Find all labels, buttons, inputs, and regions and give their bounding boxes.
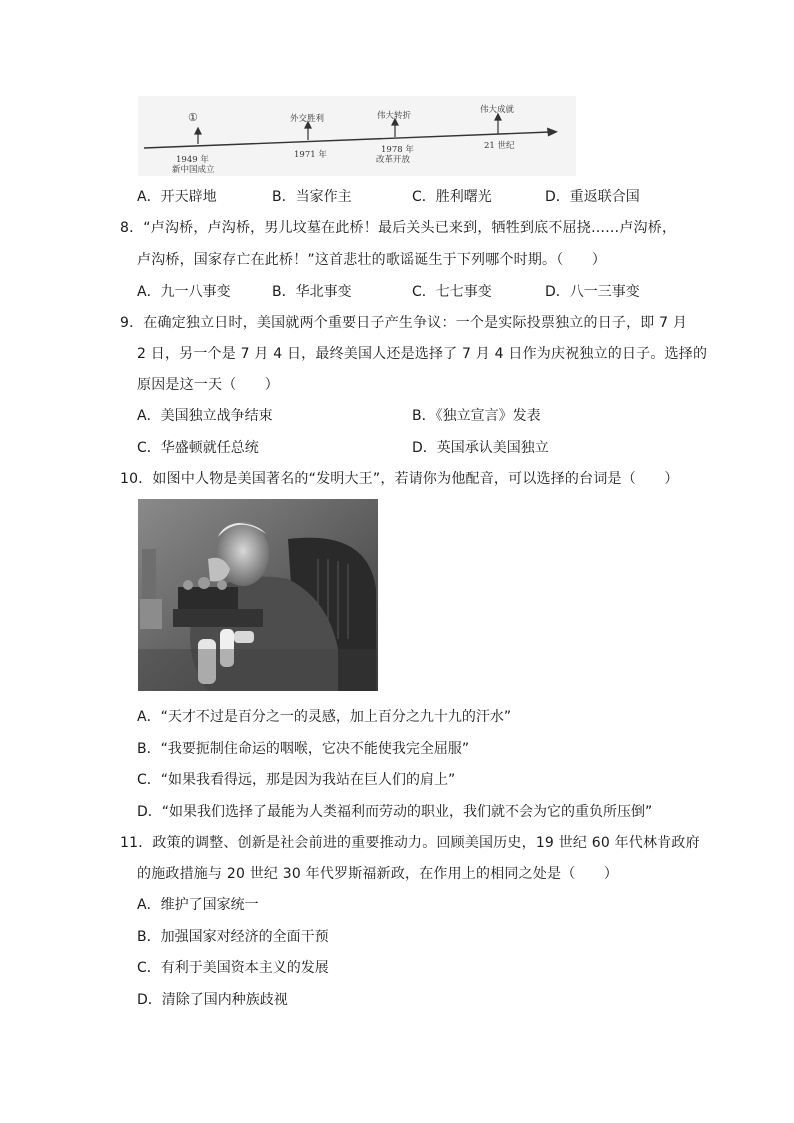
q9-option-b: B．《独立宣言》发表 [412, 408, 541, 424]
q9-option-a: A．美国独立战争结束 [137, 408, 273, 424]
q11-stem-line1: 11．政策的调整、创新是社会前进的重要推动力。回顾美国历史，19 世纪 60 年代林肯政府 [120, 835, 700, 851]
timeline-node4-year: 21 世纪 [484, 141, 515, 151]
timeline-node2-year: 1971 年 [294, 150, 327, 160]
q7-option-c: C．胜利曙光 [412, 189, 492, 205]
q7-option-b: B．当家作主 [272, 189, 352, 205]
timeline-node3-caption: 改革开放 [376, 155, 411, 165]
q8-option-d: D．八一三事变 [545, 284, 640, 300]
q8-stem-line1: 8．“卢沟桥，卢沟桥，男儿坟墓在此桥！最后关头已来到，牺牲到底不屈挠……卢沟桥， [120, 220, 677, 236]
q7-option-d: D．重返联合国 [545, 189, 640, 205]
q11-stem-line2: 的施政措施与 20 世纪 30 年代罗斯福新政，在作用上的相同之处是（ ） [137, 866, 619, 882]
q8-option-c: C．七七事变 [412, 284, 492, 300]
q9-stem-line3: 原因是这一天（ ） [137, 377, 279, 393]
q11-option-b: B．加强国家对经济的全面干预 [137, 929, 329, 945]
q10-stem: 10．如图中人物是美国著名的“发明大王”，若请你为他配音，可以选择的台词是（ ） [120, 471, 679, 487]
q9-option-d: D．英国承认美国独立 [412, 440, 549, 456]
q10-option-d: D．“如果我们选择了最能为人类福利而劳动的职业，我们就不会为它的重负所压倒” [137, 804, 653, 820]
q8-option-b: B．华北事变 [272, 284, 352, 300]
q8-option-a: A．九一八事变 [137, 284, 231, 300]
edison-photo [138, 499, 378, 691]
timeline-node4-label: 伟大成就 [480, 105, 515, 115]
q7-option-a: A．开天辟地 [137, 189, 217, 205]
timeline-node3-label: 伟大转折 [377, 111, 412, 121]
q8-stem-line2: 卢沟桥，国家存亡在此桥！”这首悲壮的歌谣诞生于下列哪个时期。（ ） [137, 252, 607, 268]
timeline-figure [138, 96, 576, 176]
q10-option-a: A．“天才不过是百分之一的灵感，加上百分之九十九的汗水” [137, 709, 512, 725]
timeline-node2-label: 外交胜利 [290, 114, 325, 124]
timeline-node1-year: 1949 年 [176, 155, 209, 165]
timeline-node1-mark: ① [188, 111, 198, 124]
q11-option-d: D．清除了国内种族歧视 [137, 992, 288, 1008]
q9-option-c: C．华盛顿就任总统 [137, 440, 259, 456]
q10-option-b: B．“我要扼制住命运的咽喉，它决不能使我完全屈服” [137, 741, 470, 757]
timeline-node1-caption: 新中国成立 [172, 165, 215, 175]
q11-option-a: A．维护了国家统一 [137, 897, 259, 913]
q9-stem-line2: 2 日，另一个是 7 月 4 日，最终美国人还是选择了 7 月 4 日作为庆祝独立的日子。选择的 [137, 346, 708, 362]
q10-option-c: C．“如果我看得远，那是因为我站在巨人们的肩上” [137, 772, 456, 788]
q11-option-c: C．有利于美国资本主义的发展 [137, 960, 329, 976]
timeline-node3-year: 1978 年 [381, 145, 414, 155]
q9-stem-line1: 9．在确定独立日时，美国就两个重要日子产生争议：一个是实际投票独立的日子，即 7 月 [120, 315, 688, 331]
